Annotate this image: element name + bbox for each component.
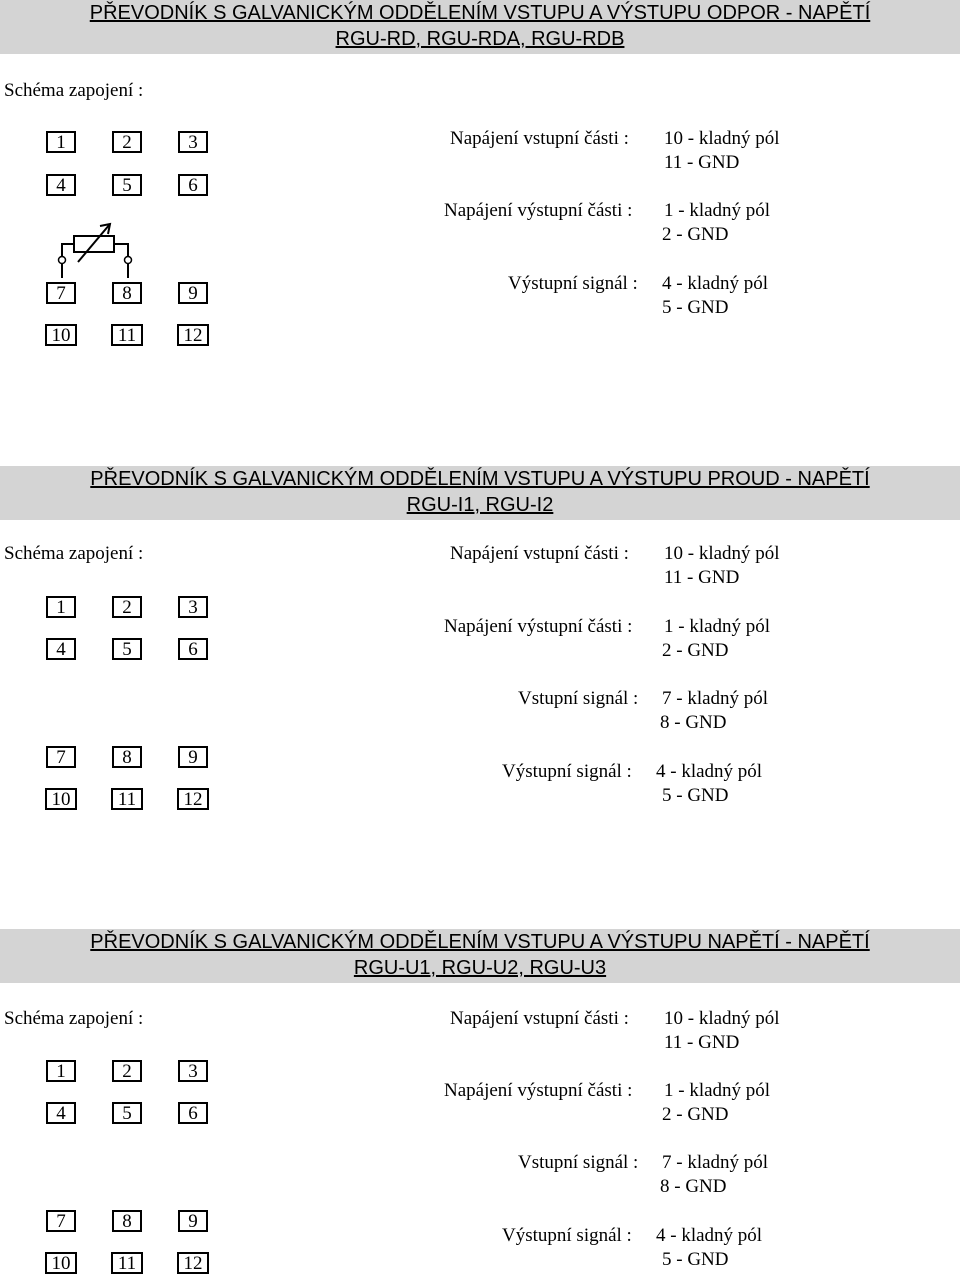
section-2-models: RGU-I1, RGU-I2: [406, 494, 554, 516]
s2-line-1-value: 10 - kladný pól: [664, 543, 780, 564]
section-2-title: PŘEVODNÍK S GALVANICKÝM ODDĚLENÍM VSTUPU A VÝSTUPU PROUD - NAPĚTÍ: [90, 468, 870, 490]
section-2-header: [0, 466, 960, 520]
s1-line-4-value: 2 - GND: [662, 224, 729, 245]
s3-line-1-value: 10 - kladný pól: [664, 1008, 780, 1029]
section-3-title: PŘEVODNÍK S GALVANICKÝM ODDĚLENÍM VSTUPU A VÝSTUPU NAPĚTÍ - NAPĚTÍ: [90, 931, 870, 953]
s3-line-3-value: 1 - kladný pól: [664, 1080, 771, 1101]
s2-line-3-value: 1 - kladný pól: [664, 616, 771, 637]
s1-line-2-value: 11 - GND: [664, 152, 740, 173]
terminal-10: 10: [45, 324, 77, 346]
terminal-1: 1: [46, 1060, 76, 1082]
terminal-5: 5: [112, 174, 142, 196]
s3-line-8-value: 5 - GND: [662, 1249, 729, 1270]
section-1-schema-label: Schéma zapojení :: [4, 80, 144, 101]
terminal-11: 11: [111, 1252, 143, 1274]
s3-line-6-value: 8 - GND: [660, 1176, 727, 1197]
variable-resistor-icon: [50, 220, 140, 282]
terminal-6: 6: [178, 638, 208, 660]
s3-line-1-label: Napájení vstupní části :: [450, 1008, 629, 1029]
terminal-3: 3: [178, 596, 208, 618]
terminal-2: 2: [112, 1060, 142, 1082]
s3-line-7-value: 4 - kladný pól: [656, 1225, 763, 1246]
s2-line-5-label: Vstupní signál :: [518, 688, 639, 709]
terminal-8: 8: [112, 1210, 142, 1232]
terminal-7: 7: [46, 746, 76, 768]
s2-line-2-value: 11 - GND: [664, 567, 740, 588]
terminal-3: 3: [178, 1060, 208, 1082]
section-1-models: RGU-RD, RGU-RDA, RGU-RDB: [335, 28, 625, 50]
s2-line-6-value: 8 - GND: [660, 712, 727, 733]
section-3-header: [0, 929, 960, 983]
terminal-9: 9: [178, 746, 208, 768]
terminal-12: 12: [177, 324, 209, 346]
s3-line-2-value: 11 - GND: [664, 1032, 740, 1053]
terminal-4: 4: [46, 174, 76, 196]
terminal-1: 1: [46, 131, 76, 153]
terminal-11: 11: [111, 788, 143, 810]
s1-line-5-value: 4 - kladný pól: [662, 273, 769, 294]
section-3-models: RGU-U1, RGU-U2, RGU-U3: [353, 957, 607, 979]
s2-line-5-value: 7 - kladný pól: [662, 688, 769, 709]
terminal-4: 4: [46, 1102, 76, 1124]
s2-line-7-value: 4 - kladný pól: [656, 761, 763, 782]
terminal-6: 6: [178, 1102, 208, 1124]
section-1-title: PŘEVODNÍK S GALVANICKÝM ODDĚLENÍM VSTUPU A VÝSTUPU ODPOR - NAPĚTÍ: [89, 2, 871, 24]
terminal-7: 7: [46, 282, 76, 304]
s1-line-1-label: Napájení vstupní části :: [450, 128, 629, 149]
section-3-schema-label: Schéma zapojení :: [4, 1008, 144, 1029]
s3-line-5-value: 7 - kladný pól: [662, 1152, 769, 1173]
terminal-3: 3: [178, 131, 208, 153]
terminal-6: 6: [178, 174, 208, 196]
s3-line-7-label: Výstupní signál :: [502, 1225, 632, 1246]
terminal-7: 7: [46, 1210, 76, 1232]
terminal-1: 1: [46, 596, 76, 618]
s3-line-4-value: 2 - GND: [662, 1104, 729, 1125]
s1-line-6-value: 5 - GND: [662, 297, 729, 318]
terminal-11: 11: [111, 324, 143, 346]
section-1-header: [0, 0, 960, 54]
terminal-5: 5: [112, 638, 142, 660]
section-2-schema-label: Schéma zapojení :: [4, 543, 144, 564]
s1-line-3-label: Napájení výstupní části :: [444, 200, 633, 221]
s2-line-7-label: Výstupní signál :: [502, 761, 632, 782]
terminal-8: 8: [112, 282, 142, 304]
s1-line-5-label: Výstupní signál :: [508, 273, 638, 294]
s2-line-3-label: Napájení výstupní části :: [444, 616, 633, 637]
terminal-8: 8: [112, 746, 142, 768]
terminal-4: 4: [46, 638, 76, 660]
terminal-9: 9: [178, 1210, 208, 1232]
s2-line-1-label: Napájení vstupní části :: [450, 543, 629, 564]
terminal-10: 10: [45, 1252, 77, 1274]
terminal-2: 2: [112, 131, 142, 153]
s2-line-4-value: 2 - GND: [662, 640, 729, 661]
s1-line-1-value: 10 - kladný pól: [664, 128, 780, 149]
s3-line-3-label: Napájení výstupní části :: [444, 1080, 633, 1101]
terminal-12: 12: [177, 1252, 209, 1274]
terminal-12: 12: [177, 788, 209, 810]
terminal-2: 2: [112, 596, 142, 618]
terminal-5: 5: [112, 1102, 142, 1124]
s1-line-3-value: 1 - kladný pól: [664, 200, 771, 221]
terminal-9: 9: [178, 282, 208, 304]
s3-line-5-label: Vstupní signál :: [518, 1152, 639, 1173]
s2-line-8-value: 5 - GND: [662, 785, 729, 806]
terminal-10: 10: [45, 788, 77, 810]
